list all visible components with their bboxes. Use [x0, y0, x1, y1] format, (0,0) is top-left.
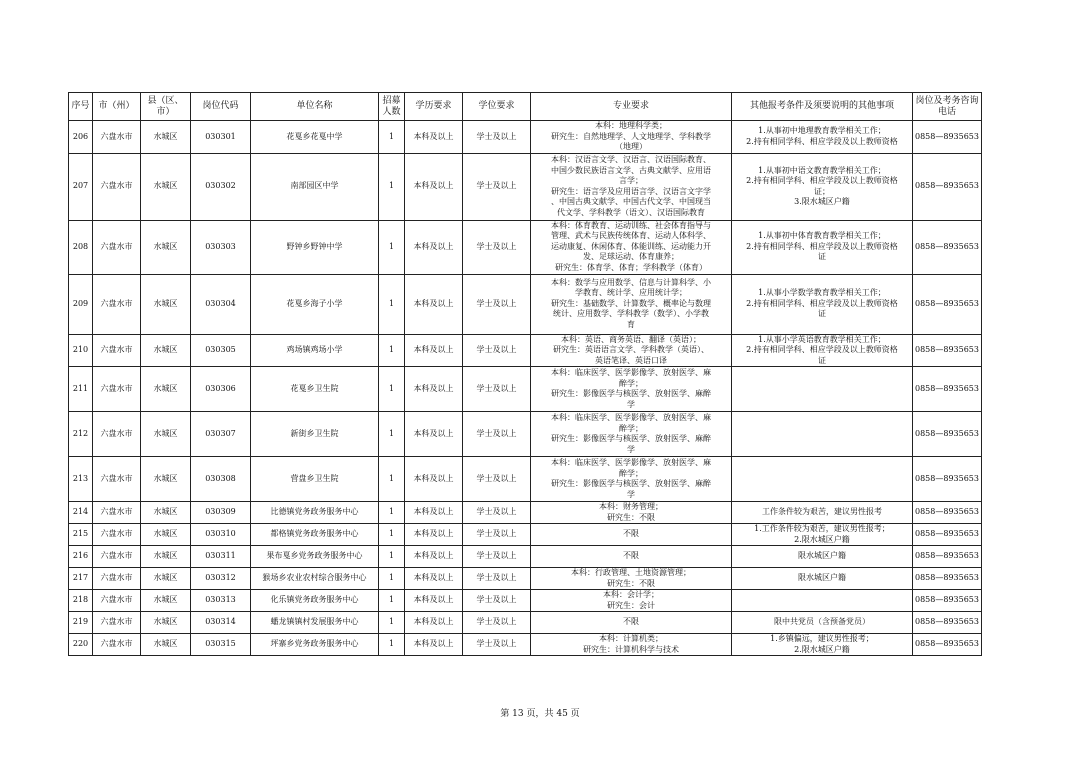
county-cell: 水城区 — [141, 274, 191, 334]
major-req — [531, 220, 732, 274]
other-conditions-line: 1.乡镇偏远，建议男性报考； — [770, 634, 874, 643]
county-cell: 水城区 — [141, 568, 191, 590]
consult-phone: 0858—8935653 — [913, 457, 982, 502]
consult-phone: 0858—8935653 — [913, 220, 982, 274]
other-conditions — [732, 220, 913, 274]
major-req — [531, 546, 732, 568]
major-req — [531, 524, 732, 546]
major-req-line: 醉学； — [619, 378, 643, 388]
header-no: 序号 — [69, 93, 93, 121]
position-code: 030303 — [191, 220, 251, 274]
consult-phone: 0858—8935653 — [913, 412, 982, 457]
major-req-line: 本科：会计学； — [603, 590, 659, 599]
major-req-line: 本科：临床医学、医学影像学、放射医学、麻 — [551, 368, 711, 377]
major-req-line: 学 — [627, 444, 635, 454]
recruit-count: 1 — [379, 590, 405, 612]
education-req: 本科及以上 — [405, 502, 463, 524]
degree-req: 学士及以上 — [463, 121, 531, 154]
row-number: 216 — [69, 546, 93, 568]
other-conditions — [732, 153, 913, 220]
position-code: 030301 — [191, 121, 251, 154]
major-req-line: 研究生：影像医学与核医学、放射医学、麻醉 — [551, 389, 711, 398]
major-req-line: 研究生：不限 — [607, 512, 655, 522]
major-req-line: 本科：地理科学类； — [595, 121, 667, 130]
city-cell: 六盘水市 — [93, 612, 141, 634]
header-degree: 学位要求 — [463, 93, 531, 121]
major-req — [531, 634, 732, 656]
county-cell: 水城区 — [141, 590, 191, 612]
degree-req: 学士及以上 — [463, 502, 531, 524]
major-req-line: 研究生：影像医学与核医学、放射医学、麻醉 — [551, 479, 711, 488]
other-conditions-line: 2.限水城区户籍 — [794, 644, 850, 654]
row-number: 207 — [69, 153, 93, 220]
major-req-line: 统计、应用数学、学科教学（数学）、小学教 — [553, 309, 709, 319]
major-req — [531, 568, 732, 590]
table-row — [69, 220, 982, 274]
major-req-line: 研究生：不限 — [607, 578, 655, 588]
other-conditions-line: 证 — [818, 355, 826, 365]
row-number: 218 — [69, 590, 93, 612]
position-code: 030314 — [191, 612, 251, 634]
recruit-count: 1 — [379, 502, 405, 524]
major-req-line: 本科：临床医学、医学影像学、放射医学、麻 — [551, 413, 711, 422]
recruit-count: 1 — [379, 568, 405, 590]
education-req: 本科及以上 — [405, 220, 463, 274]
recruit-count: 1 — [379, 274, 405, 334]
degree-req: 学士及以上 — [463, 634, 531, 656]
other-conditions — [732, 502, 913, 524]
unit-name: 鸡场镇鸡场小学 — [251, 334, 379, 367]
position-code: 030308 — [191, 457, 251, 502]
education-req: 本科及以上 — [405, 412, 463, 457]
other-conditions-line: 1.从事初中地理教育教学相关工作； — [758, 126, 886, 136]
major-req — [531, 334, 732, 367]
other-conditions-line: 1.从事小学英语教育教学相关工作； — [758, 334, 886, 344]
recruit-count: 1 — [379, 546, 405, 568]
other-conditions-line: 2.持有相同学科、相应学段及以上教师资格 — [746, 345, 898, 354]
county-cell: 水城区 — [141, 612, 191, 634]
consult-phone: 0858—8935653 — [913, 334, 982, 367]
major-req-line: 不限 — [623, 551, 639, 561]
city-cell: 六盘水市 — [93, 502, 141, 524]
table-row — [69, 412, 982, 457]
major-req — [531, 153, 732, 220]
county-cell: 水城区 — [141, 524, 191, 546]
major-req — [531, 412, 732, 457]
recruit-count: 1 — [379, 412, 405, 457]
major-req — [531, 590, 732, 612]
major-req-line: 学教育、统计学、应用统计学； — [575, 288, 687, 298]
major-req-line: 言学； — [619, 176, 643, 185]
major-req-line: 研究生：会计 — [607, 600, 655, 610]
position-code: 030304 — [191, 274, 251, 334]
other-conditions-line: 2.持有相同学科、相应学段及以上教师资格 — [746, 136, 898, 146]
major-req-line: （地理） — [615, 142, 647, 151]
major-req-line: 学 — [627, 399, 635, 409]
row-number: 220 — [69, 634, 93, 656]
other-conditions-line: 2.持有相同学科、相应学段及以上教师资格 — [746, 298, 898, 308]
major-req-line: 运动康复、休闲体育、体能训练、运动能力开 — [551, 241, 711, 251]
major-req-line: 代文学、学科教学（语文）、汉语国际教育 — [557, 207, 705, 217]
other-conditions-line: 证 — [818, 252, 826, 262]
degree-req: 学士及以上 — [463, 524, 531, 546]
county-cell: 水城区 — [141, 220, 191, 274]
major-req-line: 发、足球运动、体育康养； — [583, 252, 679, 262]
row-number: 206 — [69, 121, 93, 154]
header-county: 县（区、市） — [141, 93, 191, 121]
unit-name: 果布戛乡党务政务服务中心 — [251, 546, 379, 568]
page-footer: 第 13 页，共 45 页 — [500, 709, 580, 719]
consult-phone: 0858—8935653 — [913, 502, 982, 524]
unit-name: 蟠龙镇镇村发展服务中心 — [251, 612, 379, 634]
unit-name: 花戛乡海子小学 — [251, 274, 379, 334]
county-cell: 水城区 — [141, 412, 191, 457]
unit-name: 都格镇党务政务服务中心 — [251, 524, 379, 546]
major-req-line: 本科：数学与应用数学、信息与计算科学、小 — [551, 277, 711, 287]
major-req-line: 本科：计算机类； — [599, 634, 663, 643]
header-code: 岗位代码 — [191, 93, 251, 121]
other-conditions-line: 2.持有相同学科、相应学段及以上教师资格 — [746, 241, 898, 251]
header-unit: 单位名称 — [251, 93, 379, 121]
major-req-line: 研究生：基础数学、计算数学、概率论与数理 — [551, 298, 711, 308]
row-number: 212 — [69, 412, 93, 457]
degree-req: 学士及以上 — [463, 412, 531, 457]
row-number: 217 — [69, 568, 93, 590]
other-conditions — [732, 412, 913, 457]
city-cell: 六盘水市 — [93, 634, 141, 656]
county-cell: 水城区 — [141, 502, 191, 524]
education-req: 本科及以上 — [405, 334, 463, 367]
county-cell: 水城区 — [141, 334, 191, 367]
table-row — [69, 612, 982, 634]
city-cell: 六盘水市 — [93, 274, 141, 334]
unit-name: 花戛乡花戛中学 — [251, 121, 379, 154]
position-code: 030315 — [191, 634, 251, 656]
position-code: 030311 — [191, 546, 251, 568]
recruit-count: 1 — [379, 121, 405, 154]
header-major: 专业要求 — [531, 93, 732, 121]
degree-req: 学士及以上 — [463, 457, 531, 502]
major-req — [531, 612, 732, 634]
education-req: 本科及以上 — [405, 457, 463, 502]
degree-req: 学士及以上 — [463, 612, 531, 634]
major-req — [531, 367, 732, 412]
major-req-line: 醉学； — [619, 468, 643, 478]
other-conditions — [732, 612, 913, 634]
education-req: 本科及以上 — [405, 524, 463, 546]
major-req-line: 研究生：自然地理学、人文地理学、学科教学 — [551, 131, 711, 141]
table-row — [69, 590, 982, 612]
consult-phone: 0858—8935653 — [913, 121, 982, 154]
other-conditions-line: 2.持有相同学科、相应学段及以上教师资格 — [746, 176, 898, 185]
consult-phone: 0858—8935653 — [913, 590, 982, 612]
unit-name: 比德镇党务政务服务中心 — [251, 502, 379, 524]
header-edu: 学历要求 — [405, 93, 463, 121]
consult-phone: 0858—8935653 — [913, 546, 982, 568]
table-header-row — [69, 93, 982, 121]
city-cell: 六盘水市 — [93, 220, 141, 274]
table-row — [69, 457, 982, 502]
row-number: 219 — [69, 612, 93, 634]
city-cell: 六盘水市 — [93, 457, 141, 502]
header-phone: 岗位及考务咨询电话 — [913, 93, 982, 121]
table-row — [69, 334, 982, 367]
unit-name: 新街乡卫生院 — [251, 412, 379, 457]
county-cell: 水城区 — [141, 546, 191, 568]
city-cell: 六盘水市 — [93, 153, 141, 220]
major-req-line: 本科：行政管理、土地资源管理； — [571, 568, 691, 577]
row-number: 214 — [69, 502, 93, 524]
education-req: 本科及以上 — [405, 367, 463, 412]
table-row — [69, 502, 982, 524]
other-conditions — [732, 274, 913, 334]
major-req-line: 醉学； — [619, 423, 643, 433]
row-number: 211 — [69, 367, 93, 412]
major-req-line: 本科：体育教育、运动训练、社会体育指导与 — [551, 220, 711, 230]
position-code: 030312 — [191, 568, 251, 590]
unit-name: 野钟乡野钟中学 — [251, 220, 379, 274]
education-req: 本科及以上 — [405, 153, 463, 220]
county-cell: 水城区 — [141, 367, 191, 412]
education-req: 本科及以上 — [405, 568, 463, 590]
city-cell: 六盘水市 — [93, 121, 141, 154]
major-req-line: 中国少数民族语言文学、古典文献学、应用语 — [551, 165, 711, 175]
major-req-line: 英语笔译、英语口译 — [595, 355, 667, 365]
major-req-line: 学 — [627, 489, 635, 499]
other-conditions — [732, 568, 913, 590]
row-number: 215 — [69, 524, 93, 546]
other-conditions-line: 工作条件较为艰苦，建议男性报考 — [762, 507, 882, 517]
recruit-count: 1 — [379, 220, 405, 274]
position-code: 030313 — [191, 590, 251, 612]
education-req: 本科及以上 — [405, 612, 463, 634]
degree-req: 学士及以上 — [463, 367, 531, 412]
county-cell: 水城区 — [141, 153, 191, 220]
unit-name: 营盘乡卫生院 — [251, 457, 379, 502]
recruit-count: 1 — [379, 524, 405, 546]
other-conditions-line: 限中共党员（含预备党员） — [774, 617, 870, 627]
other-conditions-line: 证 — [818, 309, 826, 319]
degree-req: 学士及以上 — [463, 334, 531, 367]
other-conditions — [732, 634, 913, 656]
other-conditions — [732, 590, 913, 612]
county-cell: 水城区 — [141, 121, 191, 154]
degree-req: 学士及以上 — [463, 590, 531, 612]
row-number: 209 — [69, 274, 93, 334]
city-cell: 六盘水市 — [93, 412, 141, 457]
city-cell: 六盘水市 — [93, 568, 141, 590]
other-conditions-line: 限水城区户籍 — [798, 573, 846, 583]
consult-phone: 0858—8935653 — [913, 367, 982, 412]
position-code: 030307 — [191, 412, 251, 457]
county-cell: 水城区 — [141, 457, 191, 502]
city-cell: 六盘水市 — [93, 590, 141, 612]
table-row — [69, 274, 982, 334]
major-req-line: 育 — [627, 319, 635, 329]
table-row — [69, 568, 982, 590]
other-conditions — [732, 334, 913, 367]
row-number: 208 — [69, 220, 93, 274]
city-cell: 六盘水市 — [93, 524, 141, 546]
unit-name: 猴场乡农业农村综合服务中心 — [251, 568, 379, 590]
position-code: 030306 — [191, 367, 251, 412]
degree-req: 学士及以上 — [463, 274, 531, 334]
table-row — [69, 367, 982, 412]
unit-name: 坪寨乡党务政务服务中心 — [251, 634, 379, 656]
row-number: 210 — [69, 334, 93, 367]
other-conditions-line: 1.从事初中体育教育教学相关工作； — [758, 231, 886, 241]
other-conditions-line: 证； — [814, 186, 830, 196]
degree-req: 学士及以上 — [463, 153, 531, 220]
recruit-count: 1 — [379, 153, 405, 220]
education-req: 本科及以上 — [405, 634, 463, 656]
recruit-count: 1 — [379, 612, 405, 634]
degree-req: 学士及以上 — [463, 546, 531, 568]
major-req — [531, 121, 732, 154]
recruitment-table — [68, 92, 982, 656]
major-req-line: 研究生：语言学及应用语言学、汉语言文字学 — [551, 186, 711, 196]
other-conditions — [732, 546, 913, 568]
major-req-line: 本科：英语、商务英语、翻译（英语）； — [561, 334, 701, 344]
recruit-count: 1 — [379, 457, 405, 502]
table-row — [69, 634, 982, 656]
other-conditions — [732, 121, 913, 154]
city-cell: 六盘水市 — [93, 367, 141, 412]
header-city: 市（州） — [93, 93, 141, 121]
unit-name: 化乐镇党务政务服务中心 — [251, 590, 379, 612]
education-req: 本科及以上 — [405, 590, 463, 612]
major-req-line: 管理、武术与民族传统体育、运动人体科学、 — [551, 231, 711, 241]
education-req: 本科及以上 — [405, 121, 463, 154]
major-req-line: 本科：临床医学、医学影像学、放射医学、麻 — [551, 458, 711, 467]
recruit-count: 1 — [379, 634, 405, 656]
other-conditions — [732, 367, 913, 412]
table-row — [69, 121, 982, 154]
other-conditions-line: 3.限水城区户籍 — [794, 197, 850, 206]
position-code: 030309 — [191, 502, 251, 524]
consult-phone: 0858—8935653 — [913, 634, 982, 656]
major-req-line: 本科：财务管理； — [599, 502, 663, 511]
consult-phone: 0858—8935653 — [913, 568, 982, 590]
recruit-count: 1 — [379, 334, 405, 367]
position-code: 030310 — [191, 524, 251, 546]
recruit-count: 1 — [379, 367, 405, 412]
table-row — [69, 524, 982, 546]
position-code: 030305 — [191, 334, 251, 367]
position-code: 030302 — [191, 153, 251, 220]
other-conditions-line: 1.工作条件较为艰苦，建议男性报考； — [754, 524, 890, 533]
other-conditions-line: 限水城区户籍 — [798, 551, 846, 561]
education-req: 本科及以上 — [405, 546, 463, 568]
major-req — [531, 274, 732, 334]
major-req — [531, 457, 732, 502]
major-req-line: 不限 — [623, 529, 639, 539]
table-row — [69, 546, 982, 568]
major-req-line: 研究生：英语语言文学、学科教学（英语）、 — [553, 345, 709, 354]
major-req — [531, 502, 732, 524]
consult-phone: 0858—8935653 — [913, 612, 982, 634]
other-conditions-line: 1.从事小学数学教育教学相关工作； — [758, 288, 886, 298]
major-req-line: 研究生：体育学、体育；学科教学（体育） — [555, 262, 707, 272]
other-conditions — [732, 457, 913, 502]
city-cell: 六盘水市 — [93, 546, 141, 568]
consult-phone: 0858—8935653 — [913, 274, 982, 334]
other-conditions — [732, 524, 913, 546]
consult-phone: 0858—8935653 — [913, 153, 982, 220]
city-cell: 六盘水市 — [93, 334, 141, 367]
row-number: 213 — [69, 457, 93, 502]
county-cell: 水城区 — [141, 634, 191, 656]
degree-req: 学士及以上 — [463, 220, 531, 274]
major-req-line: 研究生：影像医学与核医学、放射医学、麻醉 — [551, 434, 711, 443]
consult-phone: 0858—8935653 — [913, 524, 982, 546]
other-conditions-line: 2.限水城区户籍 — [794, 534, 850, 544]
unit-name: 南部园区中学 — [251, 153, 379, 220]
unit-name: 花戛乡卫生院 — [251, 367, 379, 412]
major-req-line: 不限 — [623, 617, 639, 627]
header-other: 其他报考条件及须要说明的其他事项 — [732, 93, 913, 121]
major-req-line: 、中国古典文献学、中国古代文学、中国现当 — [551, 197, 711, 206]
degree-req: 学士及以上 — [463, 568, 531, 590]
major-req-line: 本科：汉语言文学、汉语言、汉语国际教育、 — [551, 155, 711, 164]
table-row — [69, 153, 982, 220]
other-conditions-line: 1.从事初中语文教育教学相关工作； — [758, 165, 886, 175]
major-req-line: 研究生：计算机科学与技术 — [583, 644, 679, 654]
education-req: 本科及以上 — [405, 274, 463, 334]
header-count: 招募人数 — [379, 93, 405, 121]
